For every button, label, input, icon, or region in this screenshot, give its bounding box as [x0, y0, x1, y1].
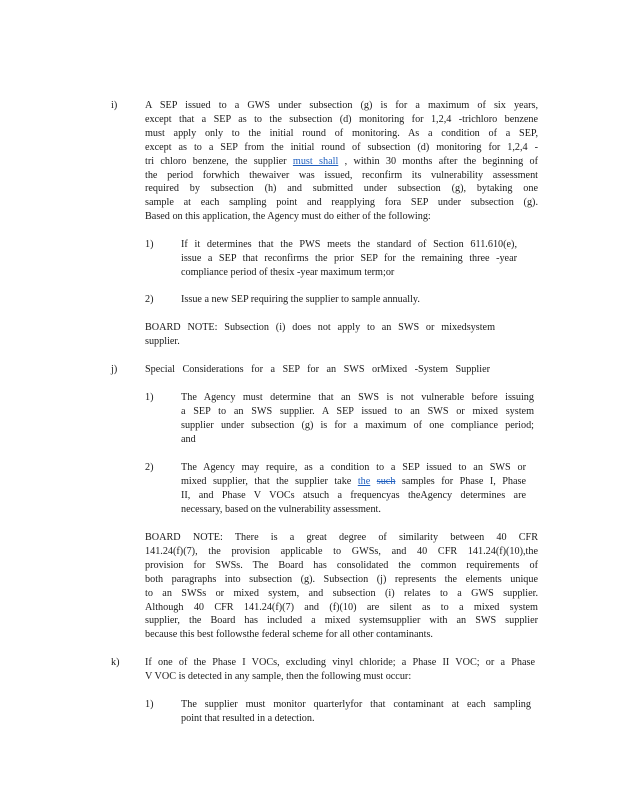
section-j-item-2 — [181, 461, 526, 517]
item-label-i-2: 2) — [145, 294, 154, 305]
text-segment: , within 30 months after the beginning of — [338, 155, 539, 167]
text-line: and — [181, 433, 196, 445]
section-j-heading — [145, 363, 490, 377]
text-line: must apply only to the initial round of monitoring. As a condition of a SEP, — [145, 127, 538, 139]
text-line: supplier under subsection (g) is for a maximum of one compliance period; — [181, 419, 534, 431]
tracked-deletion: such — [376, 475, 396, 487]
text-line-with-edit — [145, 155, 538, 169]
item-label-j-1: 1) — [145, 392, 154, 403]
text-line: BOARD NOTE: There is a great degree of similarity between 40 CFR — [145, 532, 538, 543]
text-line: Based on this application, the Agency must do either of the following: — [145, 211, 431, 223]
text-line: supplier. — [145, 335, 180, 347]
tracked-insertion: the — [357, 475, 371, 487]
text-segment: tri chloro benzene, the supplier — [145, 155, 287, 167]
section-label-i: i) — [111, 100, 118, 111]
text-line: II, and Phase V VOCs atsuch a frequencyas theAgency determines are — [181, 489, 526, 501]
text-line: a SEP to an SWS supplier. A SEP issued to an SWS or mixed system — [181, 405, 534, 417]
item-label-i-1: 1) — [145, 239, 154, 250]
section-label-k: k) — [111, 657, 120, 668]
section-j-item-1 — [181, 391, 534, 447]
text-line: required by subsection (h) and submitted under subsection (g), bytaking one — [145, 183, 538, 195]
text-line: supplier, the Board has included a mixed systemsupplier with an SWS supplier — [145, 615, 538, 627]
item-label-j-2: 2) — [145, 462, 154, 473]
text-line: because this best followsthe federal scheme for all other contaminants. — [145, 629, 433, 641]
text-line: The Agency must determine that an SWS is not vulnerable before issuing — [181, 392, 534, 403]
text-line: If one of the Phase I VOCs, excluding vinyl chloride; a Phase II VOC; or a Phase — [145, 657, 535, 668]
text-line: V VOC is detected in any sample, then the following must occur: — [145, 670, 412, 682]
text-line: compliance period of thesix -year maximum term;or — [181, 266, 395, 278]
text-line: If it determines that the PWS meets the standard of Section 611.610(e), — [181, 239, 517, 250]
section-i-item-1 — [181, 238, 517, 280]
text-line: except as to a SEP from the initial round of subsection (d) monitoring for 1,2,4 - — [145, 141, 538, 153]
text-line: The supplier must monitor quarterlyfor that contaminant at each sampling — [181, 699, 531, 710]
text-segment: mixed supplier, that the supplier take — [181, 475, 352, 487]
text-line: issue a SEP that reconfirms the prior SEP for the remaining three -year — [181, 252, 517, 264]
text-line: to an SWSs or mixed system, and subsection (i) relates to a GWS supplier. — [145, 587, 538, 599]
section-j-board-note — [145, 531, 538, 642]
text-line: point that resulted in a detection. — [181, 712, 315, 724]
text-line: A SEP issued to a GWS under subsection (g) is for a maximum of six years, — [145, 100, 538, 111]
tracked-insertion: must shall — [292, 155, 339, 167]
text-line: Issue a new SEP requiring the supplier to sample annually. — [181, 294, 420, 305]
text-segment: samples for Phase I, Phase — [395, 475, 527, 487]
text-line: the period forwhich thewaiver was issued, reconfirm its vulnerability assessment — [145, 169, 538, 181]
section-i-board-note — [145, 321, 495, 349]
text-line: BOARD NOTE: Subsection (i) does not apply to an SWS or mixedsystem — [145, 322, 495, 333]
section-k-paragraph — [145, 656, 535, 684]
text-line: except that a SEP as to the subsection (d) monitoring for 1,2,4 -trichloro benzene — [145, 113, 538, 125]
item-label-k-1: 1) — [145, 699, 154, 710]
text-line: both paragraphs into subsection (g). Subsection (j) represents the elements unique — [145, 573, 538, 585]
text-line: provision for SWSs. The Board has consolidated the common requirements of — [145, 559, 538, 571]
text-line: sample at each sampling point and reapplying fora SEP under subsection (g). — [145, 197, 538, 209]
text-line-with-edit — [181, 475, 526, 489]
text-line: 141.24(f)(7), the provision applicable to GWSs, and 40 CFR 141.24(f)(10),the — [145, 545, 538, 557]
section-i-item-2 — [181, 293, 521, 307]
text-line: Although 40 CFR 141.24(f)(7) and (f)(10) are silent as to a mixed system — [145, 601, 538, 613]
text-line: Special Considerations for a SEP for an SWS orMixed -System Supplier — [145, 364, 490, 375]
section-k-item-1 — [181, 698, 531, 726]
section-label-j: j) — [111, 364, 118, 375]
section-i-paragraph — [145, 99, 538, 224]
text-line: necessary, based on the vulnerability assessment. — [181, 503, 381, 515]
text-line: The Agency may require, as a condition to a SEP issued to an SWS or — [181, 462, 526, 473]
